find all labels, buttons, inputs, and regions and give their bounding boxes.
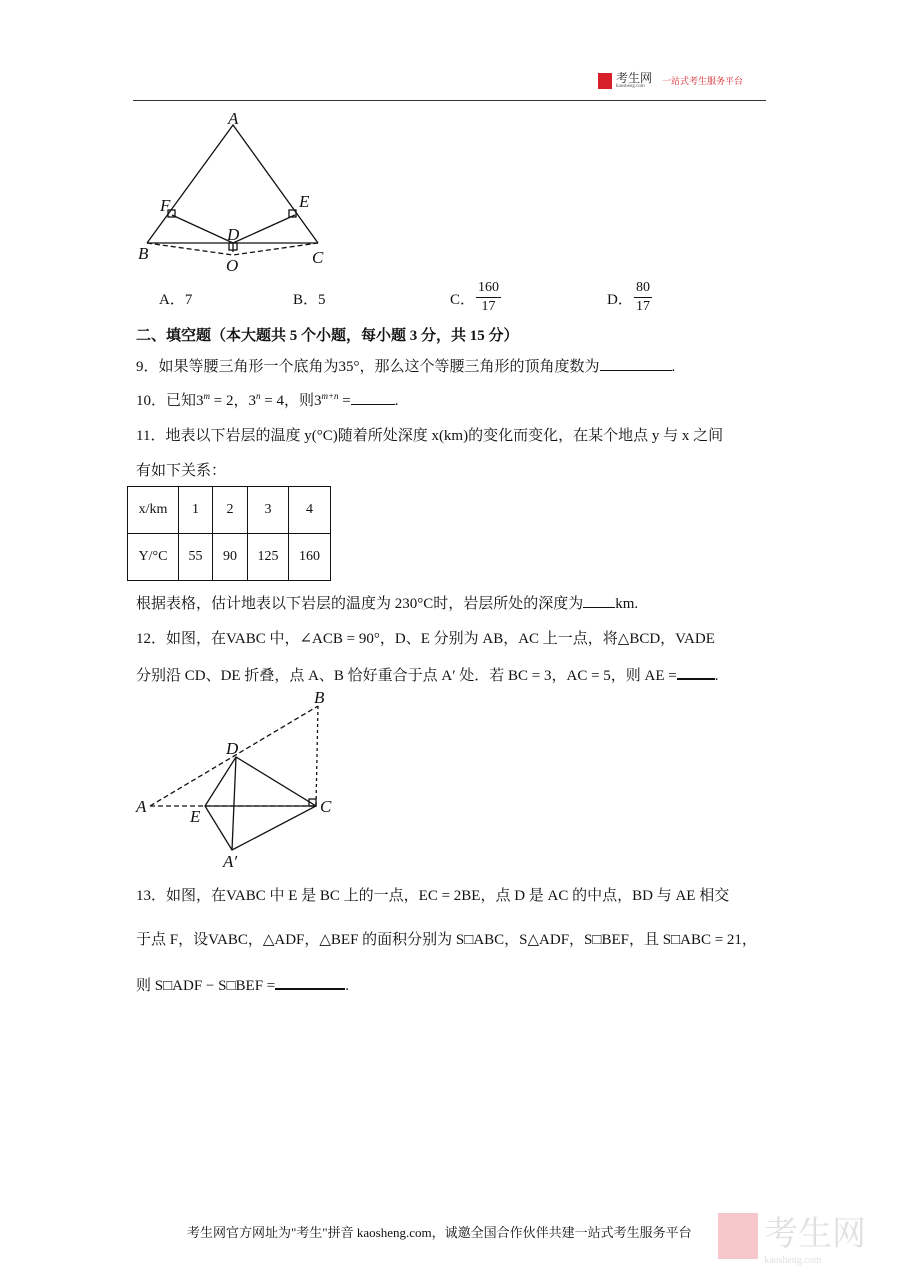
table-cell: 125 — [248, 534, 289, 581]
q11-after-text: 根据表格，估计地表以下岩层的温度为 230°C时，岩层所处的深度为 — [136, 596, 584, 612]
q11-line2: 有如下关系： — [136, 463, 227, 479]
logo-name: 考生网 — [616, 71, 653, 85]
table-cell: 3 — [248, 487, 289, 534]
table-cell: 160 — [289, 534, 331, 581]
point-label: D — [226, 739, 239, 758]
figure-2 — [150, 706, 318, 850]
point-label: B — [314, 688, 325, 707]
watermark-domain: kaosheng.com — [764, 1255, 822, 1266]
denominator: 17 — [636, 299, 650, 314]
watermark-name: 考生网 — [764, 1215, 866, 1253]
footer-text: 考生网官方网址为"考生"拼音 kaosheng.com，诚邀全国合作伙伴共建一站式考生服务平台 — [187, 1225, 692, 1240]
q10-end: . — [394, 393, 399, 409]
answer-blank — [600, 370, 672, 371]
table-cell: Y/°C — [128, 534, 179, 581]
q10-text: = 4，则 — [260, 393, 314, 409]
answer-blank — [583, 607, 615, 608]
q9-text: 9．如果等腰三角形一个底角为35°，那么这个等腰三角形的顶角度数为 — [136, 359, 600, 375]
point-label: A — [136, 797, 147, 816]
point-label: B — [138, 244, 149, 263]
question-9 — [136, 355, 675, 376]
option-b: B．5 — [293, 292, 326, 308]
point-label: C — [320, 797, 332, 816]
option-c-fraction — [476, 279, 501, 316]
q10-text: 3 — [248, 393, 256, 409]
header-slogan: 一站式考生服务平台 — [662, 77, 744, 87]
point-label: D — [227, 225, 240, 244]
point-label: E — [299, 192, 310, 211]
q12-line2-wrap — [136, 664, 719, 685]
option-a: A．7 — [159, 292, 193, 308]
q13-line3-wrap — [136, 974, 349, 995]
point-label: A — [228, 109, 239, 128]
q9-end: . — [671, 359, 676, 375]
q13-line2: 于点 F，设VABC，△ADF，△BEF 的面积分别为 S□ABC，S△ADF，S□BEF，且 S□ABC = 21， — [136, 932, 757, 948]
point-label: C — [312, 248, 324, 267]
q10-exp: n — [255, 391, 261, 401]
table-cell: x/km — [128, 487, 179, 534]
q10-text: 3 — [196, 393, 204, 409]
option-d: D． — [607, 292, 633, 308]
q12-line2: 分别沿 CD、DE 折叠，点 A、B 恰好重合于点 A′ 处．若 BC = 3，AC = 5，则 AE = — [136, 668, 677, 684]
q11-line1: 11．地表以下岩层的温度 y(°C)随着所处深度 x(km)的变化而变化，在某个地点 y 与 x 之间 — [136, 428, 724, 444]
answer-blank — [275, 988, 345, 990]
q11-unit: km. — [615, 596, 639, 612]
answer-blank — [677, 678, 715, 680]
point-label: O — [226, 256, 239, 275]
q13-line1: 13．如图，在VABC 中 E 是 BC 上的一点，EC = 2BE，点 D 是 AC 的中点，BD 与 AE 相交 — [136, 888, 730, 904]
numerator: 80 — [634, 279, 652, 298]
q11-table — [127, 486, 331, 581]
table-row — [128, 487, 331, 534]
q11-after — [136, 592, 638, 613]
q10-text: = — [338, 393, 351, 409]
q10-exp: m+n — [321, 391, 339, 401]
table-cell: 2 — [213, 487, 248, 534]
q13-end: . — [345, 978, 349, 994]
logo-domain: kaosheng.com — [616, 84, 645, 89]
q10-text: 10．已知 — [136, 393, 197, 409]
numerator: 160 — [476, 279, 501, 298]
table-cell: 55 — [179, 534, 213, 581]
table-row — [128, 534, 331, 581]
q12-end: . — [714, 668, 719, 684]
option-c: C． — [450, 292, 476, 308]
watermark — [718, 1206, 866, 1266]
table-cell: 90 — [213, 534, 248, 581]
q10-text: 3 — [313, 393, 322, 409]
table-cell: 1 — [179, 487, 213, 534]
q13-line3: 则 S□ADF − S□BEF = — [136, 978, 276, 994]
point-label: F — [160, 196, 171, 215]
table-cell: 4 — [289, 487, 331, 534]
question-10 — [136, 389, 399, 410]
q12-line1: 12．如图，在VABC 中，∠ACB = 90°，D、E 分别为 AB，AC 上一点，将△BCD，VADE — [136, 631, 715, 647]
answer-blank — [351, 404, 395, 405]
q10-exp: m — [203, 391, 211, 401]
watermark-logo-icon — [718, 1213, 758, 1259]
denominator: 17 — [481, 299, 496, 314]
point-label: A′ — [223, 852, 238, 871]
point-label: E — [190, 807, 201, 826]
option-d-fraction — [634, 279, 652, 316]
section-title: 二、填空题（本大题共 5 个小题，每小题 3 分，共 15 分） — [136, 328, 519, 344]
q10-text: = 2， — [210, 393, 249, 409]
